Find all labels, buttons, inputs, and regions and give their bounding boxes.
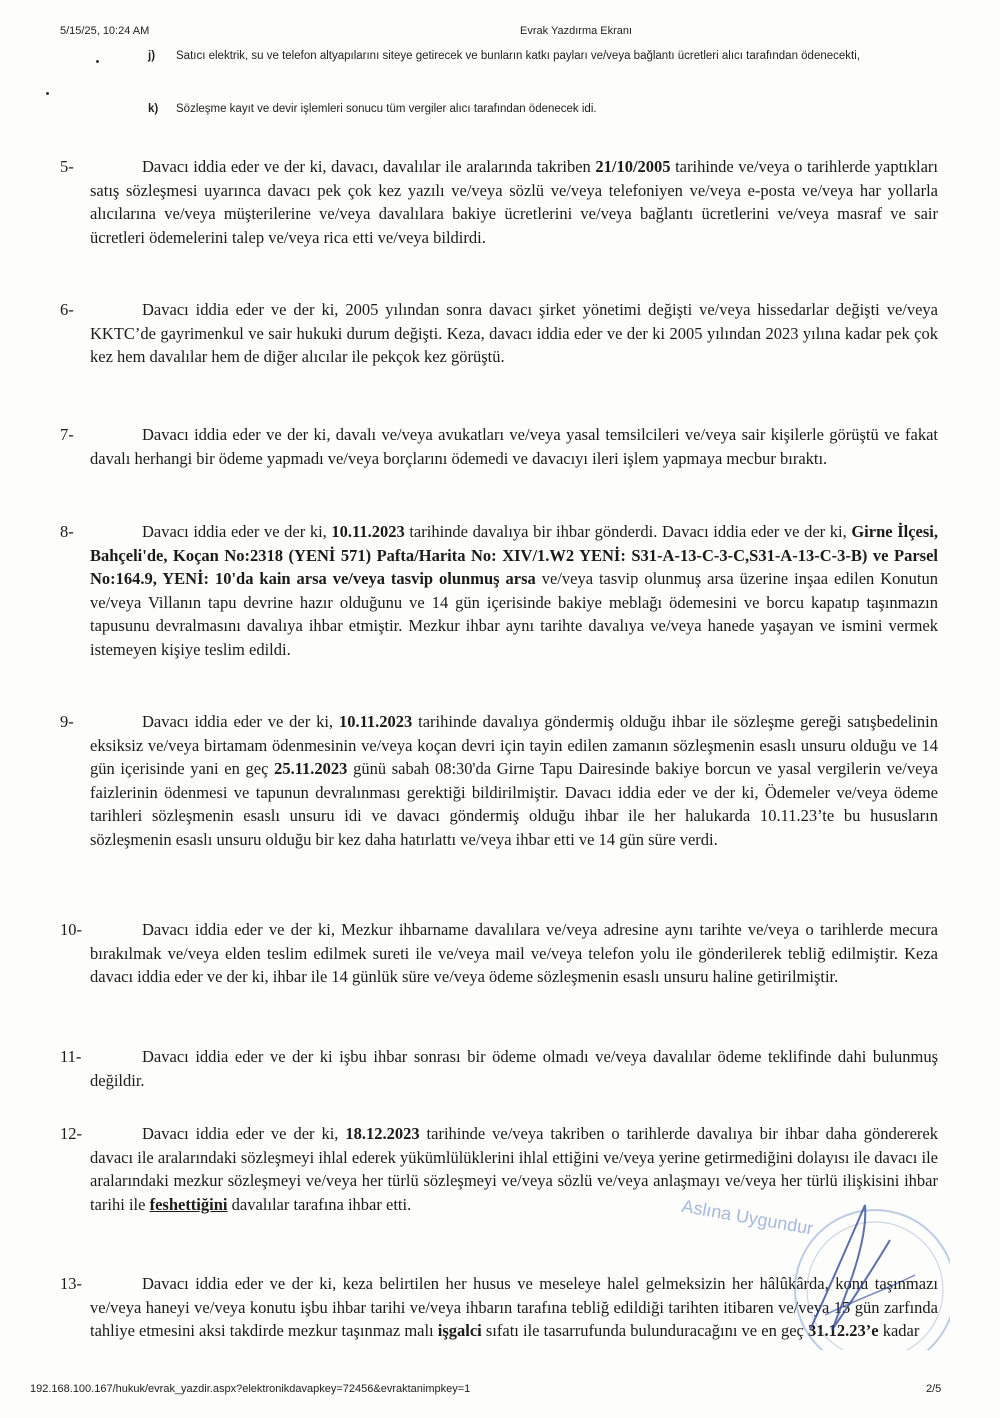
paragraph-8: [60, 520, 938, 662]
text-run: Davacı iddia eder ve der ki, davalı ve/veya avukatları ve/veya yasal temsilcileri ve/veya sair kişilerle görüştü ve fakat davalı herhangi bir ödeme yapmadı ve/veya borçlarını ödemedi ve davacıyı ileri işlem yapmaya mecbur bıraktı.: [90, 425, 938, 468]
text-run: ve/veya tasvip olunmuş arsa üzerine inşaa edilen Konutun ve/veya Villanın tapu devrine hazır olduğunu ve 14 gün içerisinde bakiye meblağı ödemesini ve borcu kapatıp taşınmazın tapusunu devralmasını davalıya ihbar etmiştir. Mezkur ihbar aynı tarihte davalıya ve/veya hanede yaşayan ve ismini vermek istemeyen kişiye teslim edildi.: [90, 569, 938, 659]
paragraph-number: 5-: [60, 157, 74, 176]
emphasized-text: 21/10/2005: [595, 157, 671, 176]
text-run: sıfatı ile tasarrufunda bulunduracağını ve en geç: [481, 1321, 808, 1341]
paragraph-11: [60, 1045, 938, 1092]
text-run: tarihinde ve/veya takriben o tarihlerde davalıya bir ihbar daha göndererek davacı ile aralarındaki sözleşmeyi ihlal ederek yükümlülüklerini ihlal ettiğini ve/veya yerine getirmediğini dolayısı ile davacı ile aralarındaki mezkur sözleşmeyi ve/veya her türlü sözleşmeyi ve/veya sözlü ve/veya anlaşmayı ve/veya her türlü ilişkisini ihbar tarihi ile: [90, 1124, 938, 1214]
print-title: Evrak Yazdırma Ekranı: [520, 25, 633, 37]
footer-url: 192.168.100.167/hukuk/evrak_yazdir.aspx?elektronikdavapkey=72456&evraktanimpkey=1: [30, 1383, 471, 1395]
text-run: Davacı iddia eder ve der ki işbu ihbar sonrası bir ödeme olmadı ve/veya davalılar ödeme teklifinde dahi bulunmuş değildir.: [90, 1047, 938, 1090]
paragraph-5: [60, 155, 939, 249]
sub-item-j: [148, 48, 948, 84]
paragraph-6: [60, 298, 938, 369]
emphasized-text: Girne İlçesi, Bahçeli'de, Koçan No:2318 (YENİ 571) Pafta/Harita No: XIV/1.W2 YENİ: S31-A-13-C-3-C,S31-A-13-C-3-B) ve Parsel No:164.9, YENİ: 10'da kain arsa ve/veya tasvip olunmuş arsa: [90, 522, 938, 589]
text-run: tarihinde davalıya göndermiş olduğu ihbar ile sözleşme gereği satışbedelinin eksiksiz ve/veya birtamam ödenmesinin ve/veya koçan devri için tayin edilen zamanın sözleşmenin esaslı unsuru olduğu ve 14 gün içerisinde yani en geç: [90, 712, 938, 779]
paragraph-number: 9-: [60, 712, 74, 731]
paragraph-text: [90, 423, 938, 470]
paragraph-12: [60, 1122, 938, 1216]
emphasized-text: 10.11.2023: [331, 522, 405, 541]
text-run: Davacı iddia eder ve der ki, davacı, davalılar ile aralarında takriben: [142, 157, 596, 176]
scan-speck: [46, 92, 49, 95]
paragraph-10: [60, 918, 938, 989]
text-run: Davacı iddia eder ve der ki, 2005 yılından sonra davacı şirket yönetimi değişti ve/veya hissedarlar değişti ve/veya KKTC’de gayrimenkul ve sair hukuki durum değişti. Keza, davacı iddia eder ve der ki 2005 yılından 2023 yılına kadar pek çok kez hem davalılar hem de diğer alıcılar ile pekçok kez görüştü.: [90, 300, 938, 367]
paragraph-text: [90, 298, 938, 369]
emphasized-text: 25.11.2023: [274, 759, 348, 779]
page-number: 2/5: [926, 1383, 942, 1395]
emphasized-text: işgalci: [437, 1321, 482, 1341]
text-run: günü sabah 08:30'da Girne Tapu Dairesinde bakiye borcun ve yasal vergilerin ve/veya faizlerinin ödenmesi ve tapunun devralınması gerektiği bildirilmiştir. Davacı iddia eder ve der ki, Ödemeler ve/veya ödeme tarihleri sözleşmenin esaslı unsuru idi ve davacı göndermiş olduğu ihbar ile her halukarda 10.11.23’te bu hususların sözleşmenin esaslı unsuru olduğu bir kez daha hatırlattı ve/veya ihbar etti ve 14 gün süre verdi.: [90, 759, 938, 849]
paragraph-number: 7-: [60, 425, 74, 444]
paragraph-number: 6-: [60, 300, 74, 319]
emphasized-text: 10.11.2023: [338, 712, 413, 731]
paragraph-number: 12-: [60, 1124, 82, 1143]
sub-item-text: Sözleşme kayıt ve devir işlemleri sonucu tüm vergiler alıcı tarafından ödenecek idi.: [176, 103, 597, 115]
paragraph-text: [90, 1122, 938, 1216]
paragraph-text: [90, 155, 938, 249]
paragraph-number: 11-: [60, 1047, 82, 1066]
paragraph-13: [60, 1272, 938, 1343]
paragraph-number: 13-: [60, 1274, 82, 1293]
print-datetime: 5/15/25, 10:24 AM: [60, 25, 150, 37]
emphasized-text: feshettiğini: [149, 1194, 228, 1214]
text-run: Davacı iddia eder ve der ki,: [142, 522, 332, 541]
stamp-text: Aslına Uygundur: [680, 1195, 815, 1239]
paragraph-number: 8-: [60, 522, 74, 541]
paragraph-text: [90, 710, 938, 852]
sub-item-k: [148, 101, 948, 119]
paragraph-9: [60, 710, 938, 852]
paragraph-number: 10-: [60, 920, 82, 939]
paragraph-text: [90, 1045, 938, 1092]
paragraph-text: [90, 520, 938, 662]
text-run: tarihinde davalıya bir ihbar gönderdi. Davacı iddia eder ve der ki,: [404, 522, 852, 541]
paragraph-text: [90, 1272, 938, 1343]
emphasized-text: 18.12.2023: [345, 1124, 420, 1143]
scan-speck: [96, 60, 99, 63]
text-run: Davacı iddia eder ve der ki, keza belirtilen her husus ve meseleye halel gelmeksizin her hâlûkârda, konu taşınmazı ve/veya haneyi ve/veya konutu işbu ihbar tarihi ve/veya ihbarın tarafına tebliğ edildiği tarihten itibaren ve/veya 15 gün zarfında tahliye etmesini aksi takdirde mezkur taşınmaz malı: [90, 1274, 938, 1341]
text-run: davalılar tarafına ihbar etti.: [227, 1194, 412, 1214]
paragraph-7: [60, 423, 938, 470]
sub-item-label: j): [148, 50, 156, 62]
sub-item-label: k): [148, 103, 159, 115]
text-run: tarihinde ve/veya o tarihlerde yaptıkları satış sözleşmesi uyarınca davacı pek çok kez yazılı ve/veya sözlü ve/veya telefoniyen ve/veya e-posta ve/veya har yollarla alıcılarına ve/veya müşterilerine ve/veya davalılara bakiye ücretlerini ve/veya bağlantı ücretlerini ve/veya masraf ve sair ücretleri ödemelerini talep ve/veya rica etti ve/veya bildirdi.: [90, 157, 939, 247]
text-run: kadar: [878, 1321, 920, 1341]
text-run: Davacı iddia eder ve der ki,: [142, 712, 339, 731]
text-run: Davacı iddia eder ve der ki,: [142, 1124, 346, 1143]
emphasized-text: 31.12.23’e: [807, 1321, 879, 1341]
text-run: Davacı iddia eder ve der ki, Mezkur ihbarname davalılara ve/veya adresine aynı tarihte ve/veya o tarihlerde mecura bırakılmak ve/veya elden teslim edilmek sureti ile ve/veya mail ve/veya telefon yolu ile gönderilerek tebliğ edilmiştir. Keza davacı iddia eder ve der ki, ihbar ile 14 günlük süre ve/veya ödeme sözleşmenin esaslı unsuru haline getirilmiştir.: [90, 920, 938, 987]
sub-item-text: Satıcı elektrik, su ve telefon altyapılarını siteye getirecek ve bunların katkı payları ve/veya bağlantı ücretleri alıcı tarafından ödenecekti,: [176, 50, 860, 62]
paragraph-text: [90, 918, 938, 989]
